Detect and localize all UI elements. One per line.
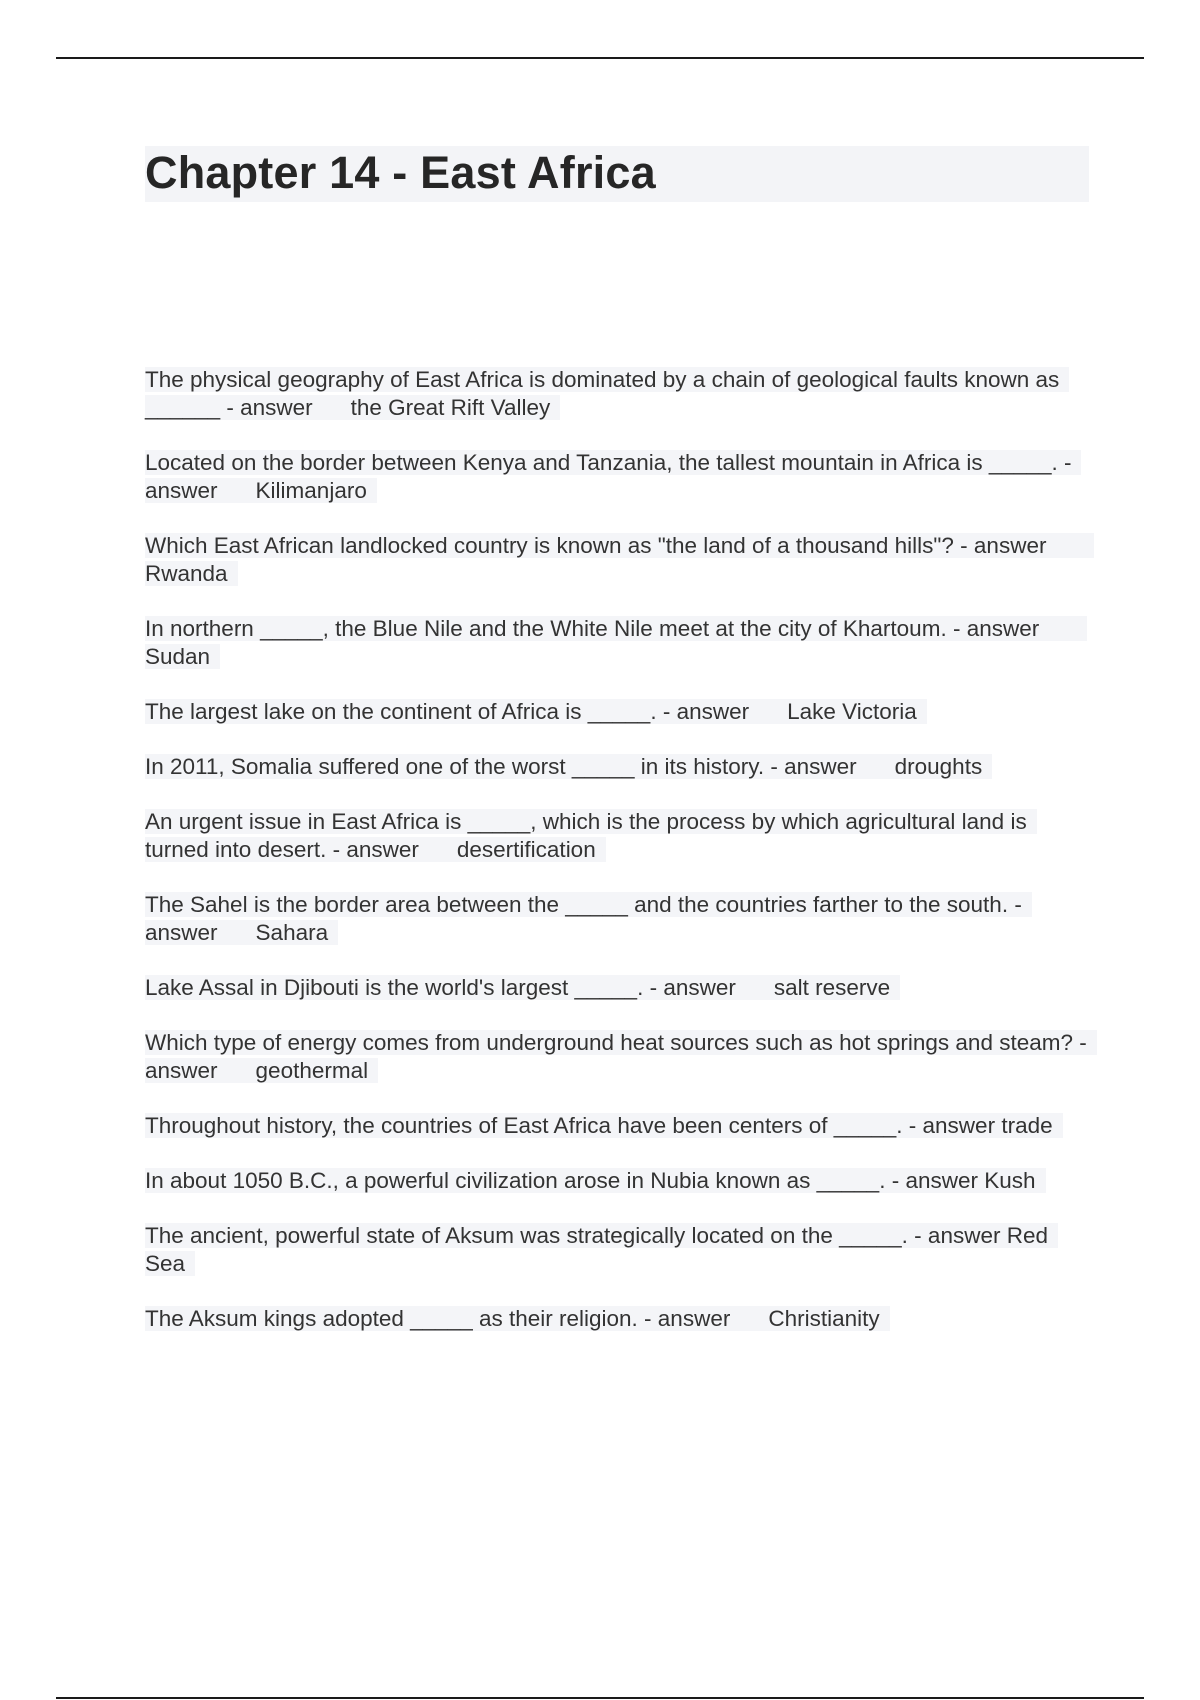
qa-item-7 <box>145 808 1090 864</box>
answer-text: Red Sea <box>145 1223 1049 1276</box>
question-text: Located on the border between Kenya and Tanzania, the tallest mountain in Africa is _____. - answer <box>145 450 1072 503</box>
question-text: Which East African landlocked country is known as "the land of a thousand hills"? - answer <box>145 533 1047 558</box>
answer-text: Lake Victoria <box>787 699 917 724</box>
answer-text: Christianity <box>768 1306 880 1331</box>
question-text: In about 1050 B.C., a powerful civilization arose in Nubia known as _____. - answer <box>145 1168 978 1193</box>
answer-text: trade <box>1001 1113 1053 1138</box>
answer-text: geothermal <box>255 1058 369 1083</box>
qa-item-11 <box>145 1112 1090 1140</box>
question-text: The Sahel is the border area between the _____ and the countries farther to the south. - answer <box>145 892 1022 945</box>
answer-text: Kilimanjaro <box>255 478 367 503</box>
answer-text: salt reserve <box>773 975 891 1000</box>
qa-item-14 <box>145 1305 1090 1333</box>
answer-text: droughts <box>894 754 983 779</box>
top-rule <box>56 57 1144 59</box>
question-text: Which type of energy comes from underground heat sources such as hot springs and steam? - answer <box>145 1030 1087 1083</box>
question-text: In 2011, Somalia suffered one of the worst _____ in its history. - answer <box>145 754 857 779</box>
answer-text: Sahara <box>255 920 329 945</box>
bottom-rule <box>56 1697 1144 1699</box>
qa-item-6 <box>145 753 1090 781</box>
answer-text: Kush <box>984 1168 1036 1193</box>
question-list <box>145 366 1090 1360</box>
qa-item-1 <box>145 366 1090 422</box>
page-title: Chapter 14 - East Africa <box>145 147 656 198</box>
qa-item-12 <box>145 1167 1090 1195</box>
question-text: The largest lake on the continent of Africa is _____. - answer <box>145 699 750 724</box>
qa-item-10 <box>145 1029 1090 1085</box>
answer-text: Rwanda <box>145 561 228 586</box>
qa-item-4 <box>145 615 1090 671</box>
question-text: The physical geography of East Africa is dominated by a chain of geological faults known as ______ - answer <box>145 367 1060 420</box>
qa-item-8 <box>145 891 1090 947</box>
answer-text: Sudan <box>145 644 211 669</box>
qa-item-5 <box>145 698 1090 726</box>
qa-item-3 <box>145 532 1090 588</box>
question-text: An urgent issue in East Africa is _____, which is the process by which agricultural land is turned into desert. - answer <box>145 809 1027 862</box>
question-text: Throughout history, the countries of East Africa have been centers of _____. - answer <box>145 1113 996 1138</box>
question-text: The Aksum kings adopted _____ as their religion. - answer <box>145 1306 731 1331</box>
qa-item-2 <box>145 449 1090 505</box>
qa-item-13 <box>145 1222 1090 1278</box>
answer-text: the Great Rift Valley <box>350 395 551 420</box>
answer-text: desertification <box>456 837 596 862</box>
question-text: In northern _____, the Blue Nile and the White Nile meet at the city of Khartoum. - answer <box>145 616 1040 641</box>
question-text: The ancient, powerful state of Aksum was strategically located on the _____. - answer <box>145 1223 1001 1248</box>
qa-item-9 <box>145 974 1090 1002</box>
question-text: Lake Assal in Djibouti is the world's largest _____. - answer <box>145 975 736 1000</box>
